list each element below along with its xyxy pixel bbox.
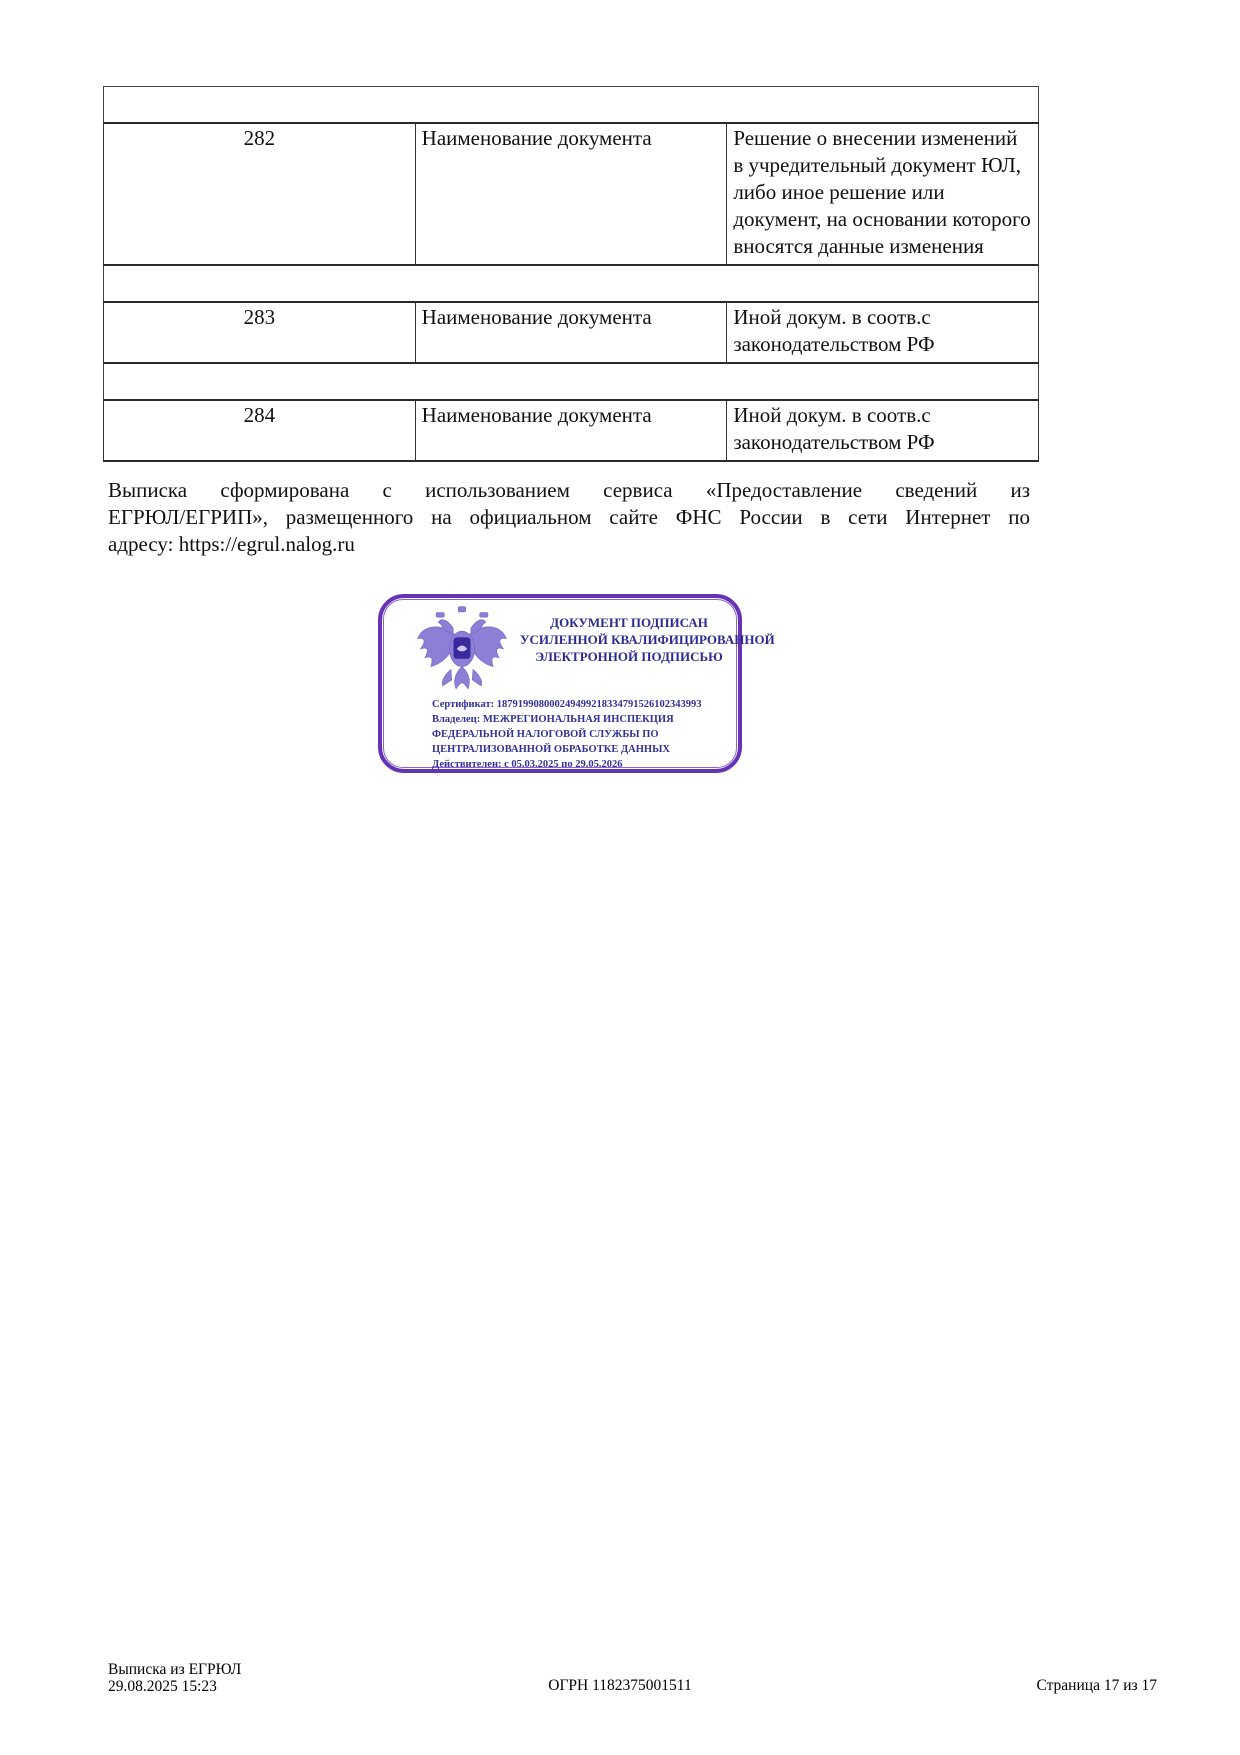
signature-stamp (378, 594, 775, 773)
service-note-paragraph (108, 477, 1030, 558)
footer-ogrn: ОГРН 1182375001511 (548, 1677, 692, 1694)
stamp-title (520, 614, 775, 665)
table-row (104, 302, 1039, 363)
paragraph-line: ЕГРЮЛ/ЕГРИП», размещенного на официальном сайте ФНС России в сети Интернет по (108, 505, 1030, 529)
certificate-validity: Действителен: с 05.03.2025 по 29.05.2026 (432, 759, 623, 770)
certificate-owner: Владелец: МЕЖРЕГИОНАЛЬНАЯ ИНСПЕКЦИЯ ФЕДЕРАЛЬНОЙ НАЛОГОВОЙ СЛУЖБЫ ПО ЦЕНТРАЛИЗОВАННОЙ ОБРАБОТКЕ ДАННЫХ (432, 714, 674, 755)
doc-name-label: Наименование документа (415, 400, 727, 461)
stamp-title-line: УСИЛЕННОЙ КВАЛИФИЦИРОВАННОЙ (520, 632, 775, 647)
doc-name-value: Иной докум. в соотв.с законодательством РФ (727, 302, 1039, 363)
russian-coat-of-arms-icon (408, 606, 516, 702)
stamp-title-line: ДОКУМЕНТ ПОДПИСАН (550, 615, 708, 630)
table-spacer-row (104, 87, 1039, 124)
footer-datetime: 29.08.2025 15:23 (108, 1678, 217, 1695)
table-spacer-row (104, 363, 1039, 400)
row-number: 283 (104, 302, 416, 363)
row-number: 284 (104, 400, 416, 461)
doc-name-label: Наименование документа (415, 123, 727, 265)
footer-page-number: Страница 17 из 17 (1036, 1677, 1157, 1694)
paragraph-line-with-url: адресу: https://egrul.nalog.ru (108, 532, 355, 556)
doc-name-value: Решение о внесении изменений в учредительный документ ЮЛ, либо иное решение или документ, на основании которого вносятся данные изменения (727, 123, 1039, 265)
footer-doc-type: Выписка из ЕГРЮЛ (108, 1661, 242, 1678)
stamp-details (432, 697, 734, 772)
certificate-number: Сертификат: 187919908000249499218334791526102343993 (432, 699, 702, 710)
doc-name-value: Иной докум. в соотв.с законодательством РФ (727, 400, 1039, 461)
table-spacer-row (104, 265, 1039, 302)
table-row (104, 123, 1039, 265)
document-table (103, 86, 1039, 462)
doc-name-label: Наименование документа (415, 302, 727, 363)
table-row (104, 400, 1039, 461)
stamp-title-line: ЭЛЕКТРОННОЙ ПОДПИСЬЮ (535, 649, 723, 664)
paragraph-line: Выписка сформирована с использованием сервиса «Предоставление сведений из (108, 478, 1030, 502)
row-number: 282 (104, 123, 416, 265)
